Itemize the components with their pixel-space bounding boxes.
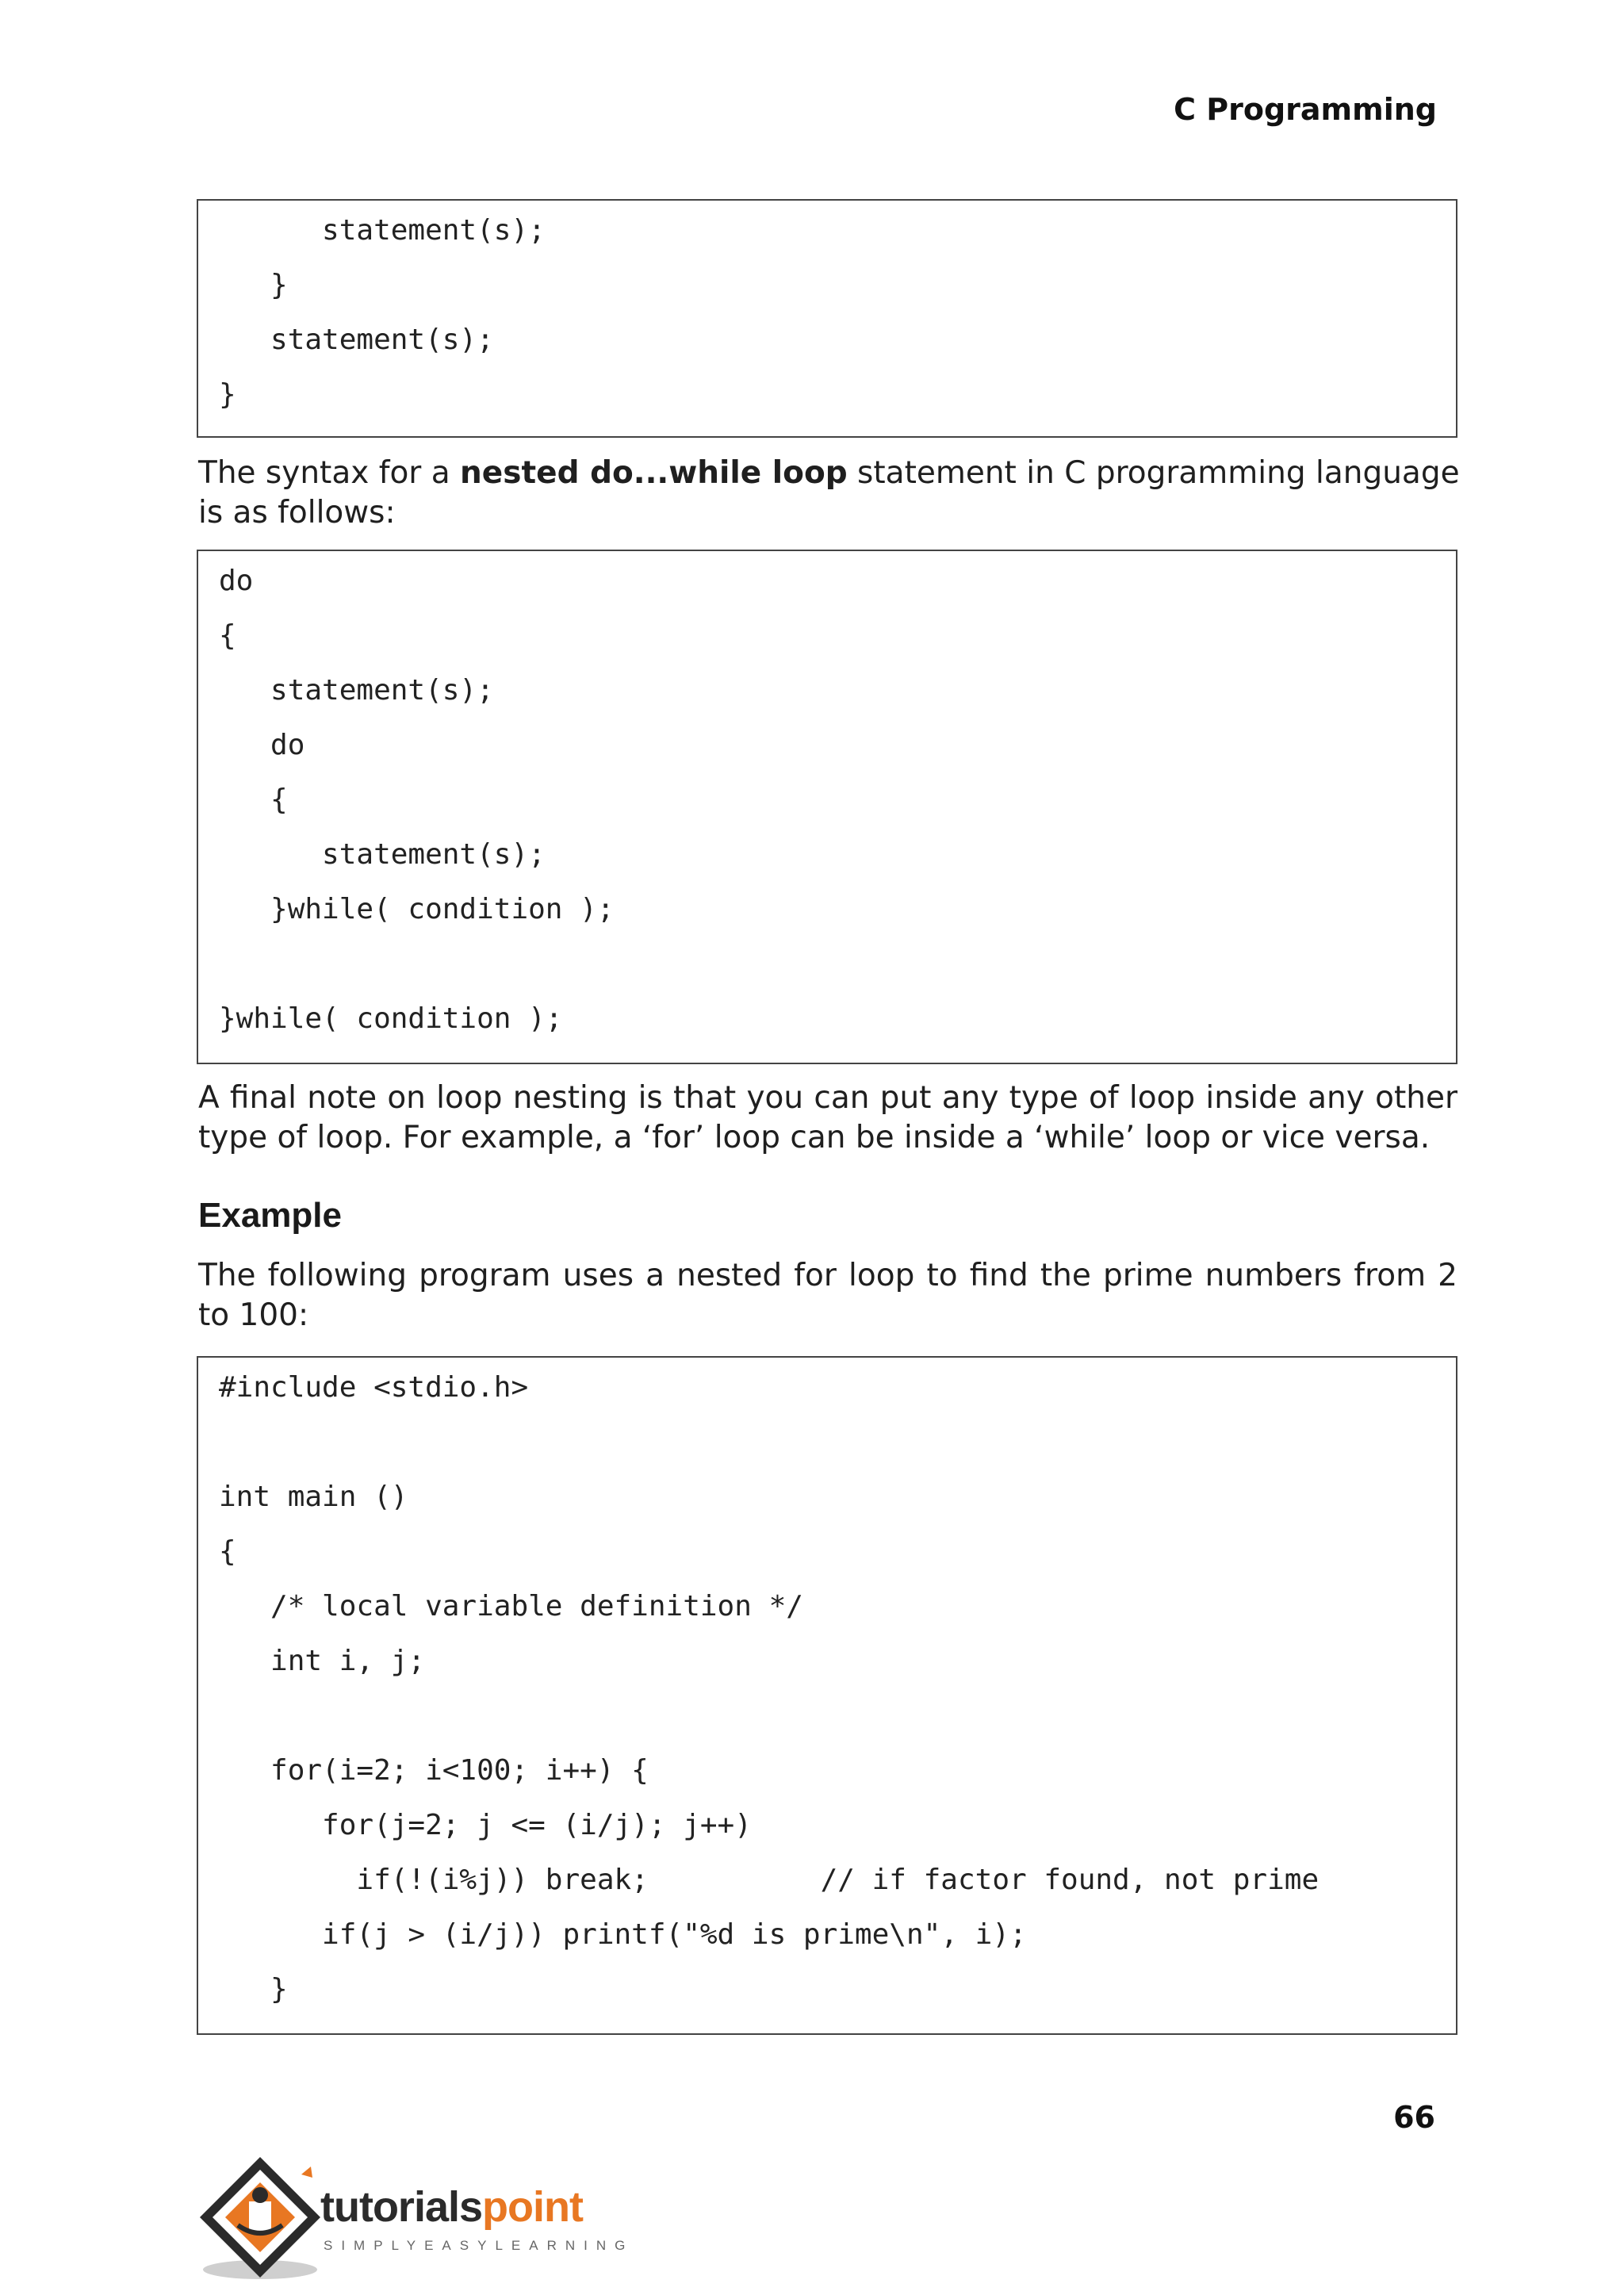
code-line: for(i=2; i<100; i++) { xyxy=(219,1754,649,1787)
code-line: } xyxy=(219,269,288,301)
code-line: /* local variable definition */ xyxy=(219,1590,803,1623)
code-line: }while( condition ); xyxy=(219,893,615,925)
logo-word-dark: tutorials xyxy=(320,2183,483,2231)
code-line: do xyxy=(219,729,305,761)
text-run: statement in C programming language xyxy=(847,455,1460,491)
code-line: if(!(i%j)) break; // if factor found, not prime xyxy=(219,1864,1320,1896)
paragraph-line: The following program uses a nested for loop to find the prime numbers from 2 xyxy=(198,1258,1457,1293)
logo-tagline: SIMPLYEASYLEARNING xyxy=(324,2238,634,2253)
code-line: int i, j; xyxy=(219,1645,426,1677)
tutorialspoint-logo xyxy=(197,2151,641,2285)
code-line: statement(s); xyxy=(219,214,546,247)
code-line: statement(s); xyxy=(219,674,494,707)
section-heading-example: Example xyxy=(198,1196,342,1235)
code-line: #include <stdio.h> xyxy=(219,1371,529,1404)
code-line: }while( condition ); xyxy=(219,1002,563,1035)
paragraph-line: is as follows: xyxy=(198,495,396,531)
code-line: do xyxy=(219,565,254,597)
code-line: for(j=2; j <= (i/j); j++) xyxy=(219,1809,752,1841)
paragraph-loop-nesting-note xyxy=(198,1079,1457,1158)
code-line: statement(s); xyxy=(219,838,546,871)
paragraph-line: A final note on loop nesting is that you can put any type of loop inside any other xyxy=(198,1080,1457,1116)
text-run: The syntax for a xyxy=(198,455,461,491)
tutorialspoint-emblem-icon xyxy=(197,2151,331,2285)
code-line: } xyxy=(219,1973,288,2006)
paragraph-line xyxy=(198,454,1460,493)
code-line: statement(s); xyxy=(219,324,494,356)
paragraph-line: to 100: xyxy=(198,1297,309,1333)
code-block-nested-while-end xyxy=(197,199,1457,438)
logo-word-orange: point xyxy=(482,2183,583,2231)
code-line: } xyxy=(219,378,236,411)
paragraph-example-intro xyxy=(198,1256,1457,1335)
code-block-prime-program xyxy=(197,1356,1457,2035)
code-line: { xyxy=(219,619,236,652)
code-line: if(j > (i/j)) printf("%d is prime\n", i); xyxy=(219,1918,1027,1951)
code-line: int main () xyxy=(219,1481,408,1513)
bold-term: nested do...while loop xyxy=(460,455,848,491)
code-line: { xyxy=(219,784,288,816)
page-number: 66 xyxy=(1393,2100,1435,2135)
paragraph-line: type of loop. For example, a ‘for’ loop can be inside a ‘while’ loop or vice versa. xyxy=(198,1120,1431,1155)
paragraph-do-while-intro xyxy=(198,454,1460,533)
code-line: { xyxy=(219,1535,236,1568)
code-block-nested-do-while xyxy=(197,550,1457,1064)
running-header: C Programming xyxy=(1174,92,1437,127)
logo-wordmark xyxy=(320,2182,583,2232)
